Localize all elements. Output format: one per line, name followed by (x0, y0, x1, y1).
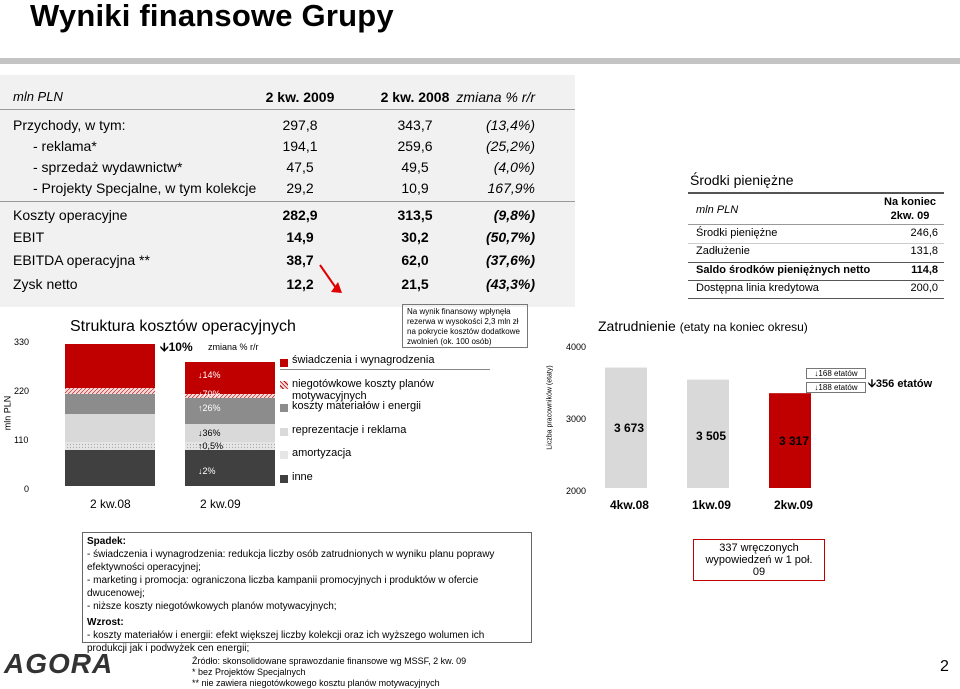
cash-title: Środki pieniężne (690, 172, 794, 188)
table-row: - sprzedaż wydawnictw* 47,5 49,5 (4,0%) (33, 159, 535, 175)
change-label: ↓14% (198, 370, 221, 380)
provision-note: Na wynik finansowy wpłynęła rezerwa w wysokości 2,3 mln zł na pokrycie kosztów dodatkowe zwolnień (ok. 100 osób) (402, 304, 528, 348)
value-label: 3 317 (779, 434, 810, 448)
bar-2q08-advertising (65, 414, 155, 442)
page-number: 2 (940, 658, 949, 675)
divider (280, 369, 490, 370)
layoffs-box: 337 wręczonych wypowiedzeń w 1 poł. 09 (693, 539, 825, 581)
x-label: 2 kw.09 (200, 497, 241, 511)
x-label: 4kw.08 (610, 498, 649, 512)
y-tick: 0 (24, 484, 30, 494)
value-label: 3 505 (696, 429, 727, 443)
change-label: ↓2% (198, 466, 216, 476)
legend-label: świadczenia i wynagrodzenia (292, 354, 435, 366)
arrow-down-icon: 🡫 (160, 340, 169, 354)
unit-header: mln PLN (13, 89, 63, 104)
y-tick: 220 (14, 386, 30, 396)
cost-total-change: 🡫10% (160, 340, 193, 354)
change-label: zmiana % r/r (208, 342, 259, 352)
legend-label: koszty materiałów i energii (292, 400, 421, 412)
y-tick: 3000 (566, 414, 587, 424)
legend-label: amortyzacja (292, 447, 352, 459)
x-label: 2 kw.08 (90, 497, 131, 511)
table-row: Przychody, w tym: 297,8 343,7 (13,4%) (13, 117, 535, 133)
table-row: Koszty operacyjne 282,9 313,5 (9,8%) (13, 207, 535, 223)
delta-box-1: ↓168 etatów (806, 368, 866, 379)
legend-swatch (280, 359, 288, 367)
y-tick: 330 (14, 337, 30, 347)
change-label: ↑0,5% (198, 441, 224, 451)
change-label: ↓70% (198, 389, 221, 399)
change-label: ↑26% (198, 403, 221, 413)
cost-chart-title: Struktura kosztów operacyjnych (70, 318, 296, 335)
cash-col-header: Na koniec 2kw. 09 (884, 196, 936, 222)
emp-chart-title: Zatrudnienie (etaty na koniec okresu) (598, 318, 808, 334)
table-row: EBIT 14,9 30,2 (50,7%) (13, 229, 535, 245)
x-label: 2kw.09 (774, 498, 813, 512)
y-tick: 110 (14, 435, 29, 445)
legend-swatch (280, 475, 288, 483)
legend-swatch (280, 381, 288, 389)
bar-2q08-salaries (65, 344, 155, 388)
y-tick: 2000 (566, 486, 587, 496)
legend-label: reprezentacje i reklama (292, 424, 407, 436)
y-axis-label: Liczba pracowników (etaty) (546, 365, 554, 450)
cash-row: Środki pieniężne 246,6 (696, 227, 938, 239)
value-label: 3 673 (614, 421, 645, 435)
legend-swatch (280, 451, 288, 459)
table-row: EBITDA operacyjna ** 38,7 62,0 (37,6%) (13, 252, 535, 268)
bar-2q08-incentive (65, 388, 155, 394)
footer-notes: Źródło: skonsolidowane sprawozdanie finansowe wg MSSF, 2 kw. 09 * bez Projektów Specjalnych ** nie zawiera niegotówkowego kosztu planów motywacyjnych (192, 656, 467, 688)
agora-logo: AGORA (4, 648, 114, 679)
cash-row: Zadłużenie 131,8 (696, 245, 938, 257)
delta-box-2: ↓188 etatów (806, 382, 866, 393)
legend-label: inne (292, 471, 313, 483)
bar-2q08-materials (65, 394, 155, 414)
y-axis-label: mln PLN (2, 395, 13, 431)
delta-total: 🡫356 etatów (868, 378, 933, 390)
bar-2q08-other (65, 450, 155, 486)
table-row: - reklama* 194,1 259,6 (25,2%) (33, 138, 535, 154)
divider (688, 192, 944, 194)
col-2q09-header: 2 kw. 2009 (265, 89, 335, 105)
table-row: - Projekty Specjalne, w tym kolekcje 29,2 10,9 167,9% (33, 180, 535, 196)
legend-swatch (280, 428, 288, 436)
col-2q08-header: 2 kw. 2008 (380, 89, 450, 105)
cost-stacked-bars (60, 338, 280, 493)
legend-swatch (280, 404, 288, 412)
cash-unit: mln PLN (696, 204, 739, 216)
cash-row-net: Saldo środków pieniężnych netto 114,8 (696, 264, 938, 276)
col-change-header: zmiana % r/r (456, 89, 535, 105)
notes-box: Spadek: - świadczenia i wynagrodzenia: redukcja liczby osób zatrudnionych w wyniku planu poprawy efektywności operacyjnej; - marketing i promocja: ograniczona liczba kampanii promocyjnych i produktów w ofercie dwucenowej; - niższe koszty niegotówkowych planów motywacyjnych; Wzrost: - koszty materiałów i energii: efekt większej liczby kolekcji oraz ich wyższego wolumen ich produkcji jak i podwyżek cen energii; (82, 532, 532, 643)
x-label: 1kw.09 (692, 498, 731, 512)
table-row: Zysk netto 12,2 21,5 (43,3%) (13, 276, 535, 292)
bar-2q08-amortization (65, 442, 155, 450)
arrow-line (320, 265, 336, 288)
cash-row: Dostępna linia kredytowa 200,0 (696, 282, 938, 294)
change-label: ↓36% (198, 428, 221, 438)
employment-bars (590, 340, 830, 500)
legend-label: niegotówkowe koszty planów motywacyjnych (292, 378, 434, 402)
highlight-arrows (0, 0, 575, 310)
divider (688, 298, 944, 299)
page-title: Wyniki finansowe Grupy (30, 0, 394, 33)
y-tick: 4000 (566, 342, 587, 352)
